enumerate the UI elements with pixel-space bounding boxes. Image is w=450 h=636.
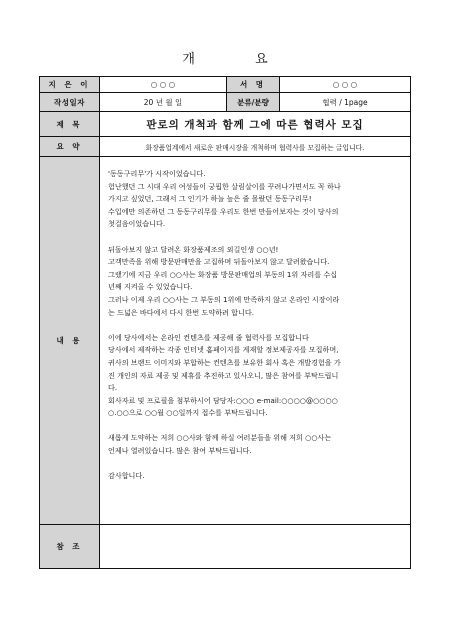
signature-value: ○ ○ ○ [280, 77, 411, 93]
text-line: 귀사의 브랜드 이미지와 부합하는 컨텐츠를 보유한 회사 혹은 개발경험을 가 [108, 357, 341, 367]
text-line: 뒤돌아보지 않고 달려온 화장품제조의 외길인생 ○○년! [108, 244, 279, 254]
paragraph-1 [108, 168, 402, 231]
category-value: 협력 / 1page [280, 93, 411, 112]
text-line: 진 개인의 자료 제공 및 제휴를 추진하고 있사오니, 많은 참여를 부탁드립니 [108, 370, 339, 380]
text-line: 다. [108, 383, 118, 393]
paragraph-4 [108, 432, 402, 457]
text-line: 새롭게 도약하는 저희 ○○사와 함께 하실 여러분들을 위해 저희 ○○사는 [108, 433, 332, 443]
text-line: 감사합니다. [108, 471, 145, 481]
paragraph-2 [108, 244, 402, 320]
date-value: 20 년 월 일 [100, 93, 227, 112]
reference-value [100, 525, 411, 569]
overview-form [39, 76, 411, 569]
subject-label: 제 목 [40, 112, 100, 137]
text-line: 언제나 열려있습니다. 많은 참여 부탁드립니다. [108, 446, 252, 456]
author-label: 지 은 이 [40, 77, 100, 93]
text-line: 고객만족을 위해 방문판매만을 고집하며 뒤돌아보지 않고 달려왔습니다. [108, 257, 330, 267]
content-label: 내 용 [40, 157, 100, 525]
document-title: 개 요 [182, 52, 296, 67]
text-line: '동동구리무'가 시작이었습니다. [108, 169, 206, 178]
text-line: ○.○○으로 ○○월 ○○일까지 접수를 부탁드립니다. [108, 408, 268, 418]
summary-label: 요 약 [40, 137, 100, 157]
paragraph-3 [108, 332, 402, 420]
text-line: 이에 당사에서는 온라인 컨텐츠를 제공해 줄 협력사를 모집합니다 [108, 332, 309, 342]
summary-value: 화장품업계에서 새로운 판매시장을 개척하며 협력사를 모집하는 글입니다. [100, 137, 411, 157]
text-line: 회사자료 및 프로필을 첨부하시어 담당자:○○○ e-mail:○○○○@○○○○ [108, 395, 338, 405]
text-line: 그러나 이제 우리 ○○사는 그 부동의 1위에 만족하지 않고 온라인 시장이라 [108, 294, 340, 304]
text-line: 년째 지켜올 수 있었습니다. [108, 282, 193, 292]
signature-label: 서 명 [227, 77, 280, 93]
text-line: 수입에만 의존하던 그 동동구리무를 우리도 한번 만들어보자는 것이 당사의 [108, 206, 339, 216]
subject-value: 판로의 개척과 함께 그에 따른 협력사 모집 [100, 112, 411, 137]
date-label: 작성일자 [40, 93, 100, 112]
text-line: 첫걸음이었습니다. [108, 219, 166, 229]
text-line: 는 드넓은 바다에서 다시 한번 도약하려 합니다. [108, 307, 254, 317]
paragraph-5 [108, 470, 402, 483]
text-line: 가지고 싶었던, 그래서 그 인기가 하늘 높은 줄 몰랐던 동동구리무! [108, 194, 312, 204]
reference-label: 참 조 [40, 525, 100, 569]
content-body [100, 157, 411, 525]
category-label: 분류/분량 [227, 93, 280, 112]
text-line: 당사에서 제작하는 각종 인터넷 홈페이지를 게재할 정보제공자를 모집하며, [108, 345, 339, 355]
text-line: 험난했던 그 시대 우리 여성들이 궁핍한 살림살이를 꾸려나가면서도 꼭 하나 [108, 181, 341, 191]
author-value: ○ ○ ○ [100, 77, 227, 93]
text-line: 그랬기에 지금 우리 ○○사는 화장품 방문판매업의 부동의 1위 자리를 수십 [108, 269, 338, 279]
